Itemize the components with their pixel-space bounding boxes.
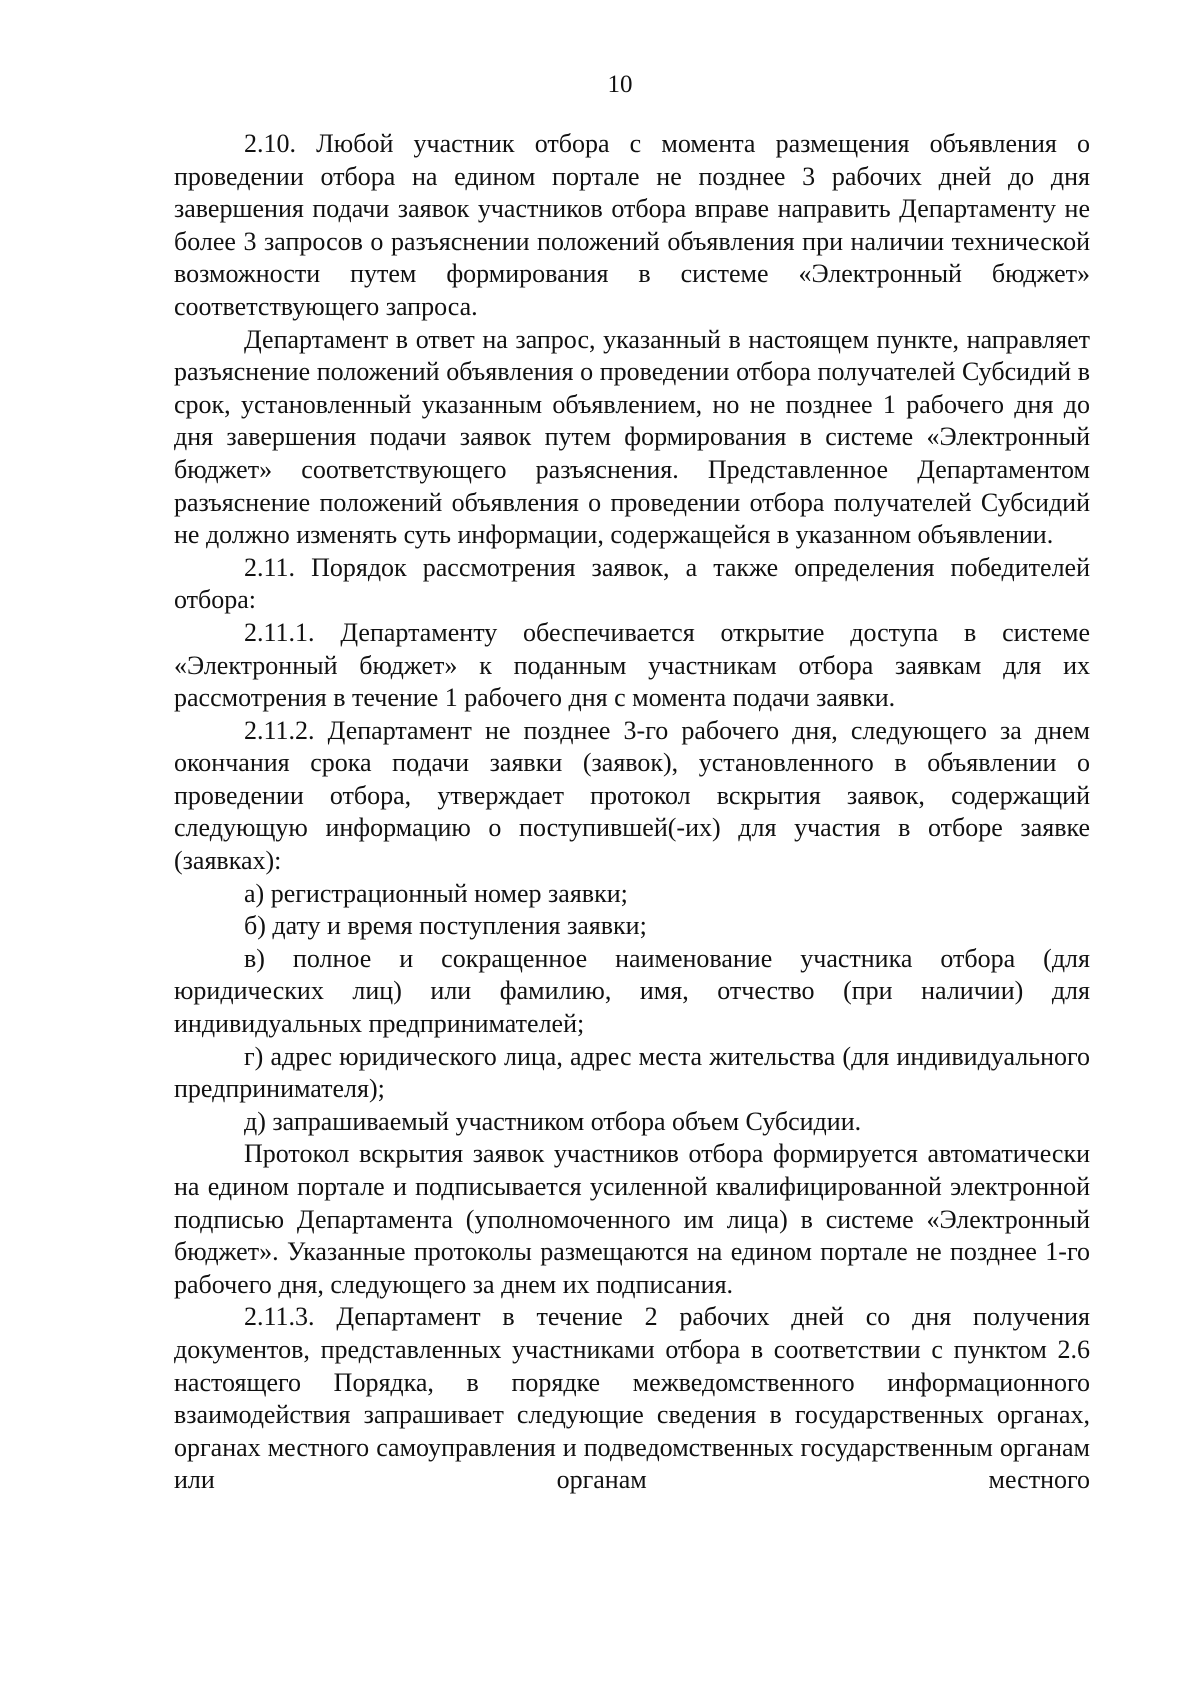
paragraph-2-11: 2.11. Порядок рассмотрения заявок, а также определения победителей отбора:	[174, 552, 1090, 615]
paragraph-2-11-1: 2.11.1. Департаменту обеспечивается открытие доступа в системе «Электронный бюджет» к поданным участникам отбора заявкам для их рассмотрения в течение 1 рабочего дня с момента подачи заявки.	[174, 617, 1090, 713]
paragraph-2-11-3: 2.11.3. Департамент в течение 2 рабочих дней со дня получения документов, представленных участниками отбора в соответствии с пунктом 2.6 настоящего Порядка, в порядке межведомственного информационного взаимодействия запрашивает следующие сведения в государственных органах, органах местного самоуправления и подведомственных государственным органам или органам местного	[174, 1302, 1090, 1495]
list-item-d: д) запрашиваемый участником отбора объем Субсидии.	[244, 1106, 862, 1136]
paragraph-2-11-2: 2.11.2. Департамент не позднее 3-го рабочего дня, следующего за днем окончания срока подачи заявки (заявок), установленного в объявлении о проведении отбора, утверждает протокол вскрытия заявок, содержащий следующую информацию о поступившей(-их) для участия в отборе заявке (заявках):	[174, 715, 1090, 876]
list-item-g: г) адрес юридического лица, адрес места жительства (для индивидуального предпринимателя);	[174, 1041, 1090, 1104]
paragraph-protocol: Протокол вскрытия заявок участников отбора формируется автоматически на едином портале и подписывается усиленной квалифицированной электронной подписью Департамента (уполномоченного им лица) в системе «Электронный бюджет». Указанные протоколы размещаются на едином портале не позднее 1-го рабочего дня, следующего за днем их подписания.	[174, 1139, 1090, 1299]
list-item-v: в) полное и сокращенное наименование участника отбора (для юридических лиц) или фамилию, имя, отчество (при наличии) для индивидуальных предпринимателей;	[174, 943, 1090, 1039]
page-number: 10	[607, 71, 633, 98]
paragraph-department-response: Департамент в ответ на запрос, указанный в настоящем пункте, направляет разъяснение положений объявления о проведении отбора получателей Субсидий в срок, установленный указанным объявлением, но не позднее 1 рабочего дня до дня завершения подачи заявок путем формирования в системе «Электронный бюджет» соответствующего разъяснения. Представленное Департаментом разъяснение положений объявления о проведении отбора получателей Субсидий не должно изменять суть информации, содержащейся в указанном объявлении.	[174, 324, 1090, 550]
document-body	[174, 128, 1090, 1497]
list-item-b: б) дату и время поступления заявки;	[244, 911, 647, 941]
paragraph-2-10: 2.10. Любой участник отбора с момента размещения объявления о проведении отбора на едином портале не позднее 3 рабочих дней до дня завершения подачи заявок участников отбора вправе направить Департаменту не более 3 запросов о разъяснении положений объявления при наличии технической возможности путем формирования в системе «Электронный бюджет» соответствующего запроса.	[174, 129, 1090, 321]
list-item-a: а) регистрационный номер заявки;	[244, 878, 628, 908]
